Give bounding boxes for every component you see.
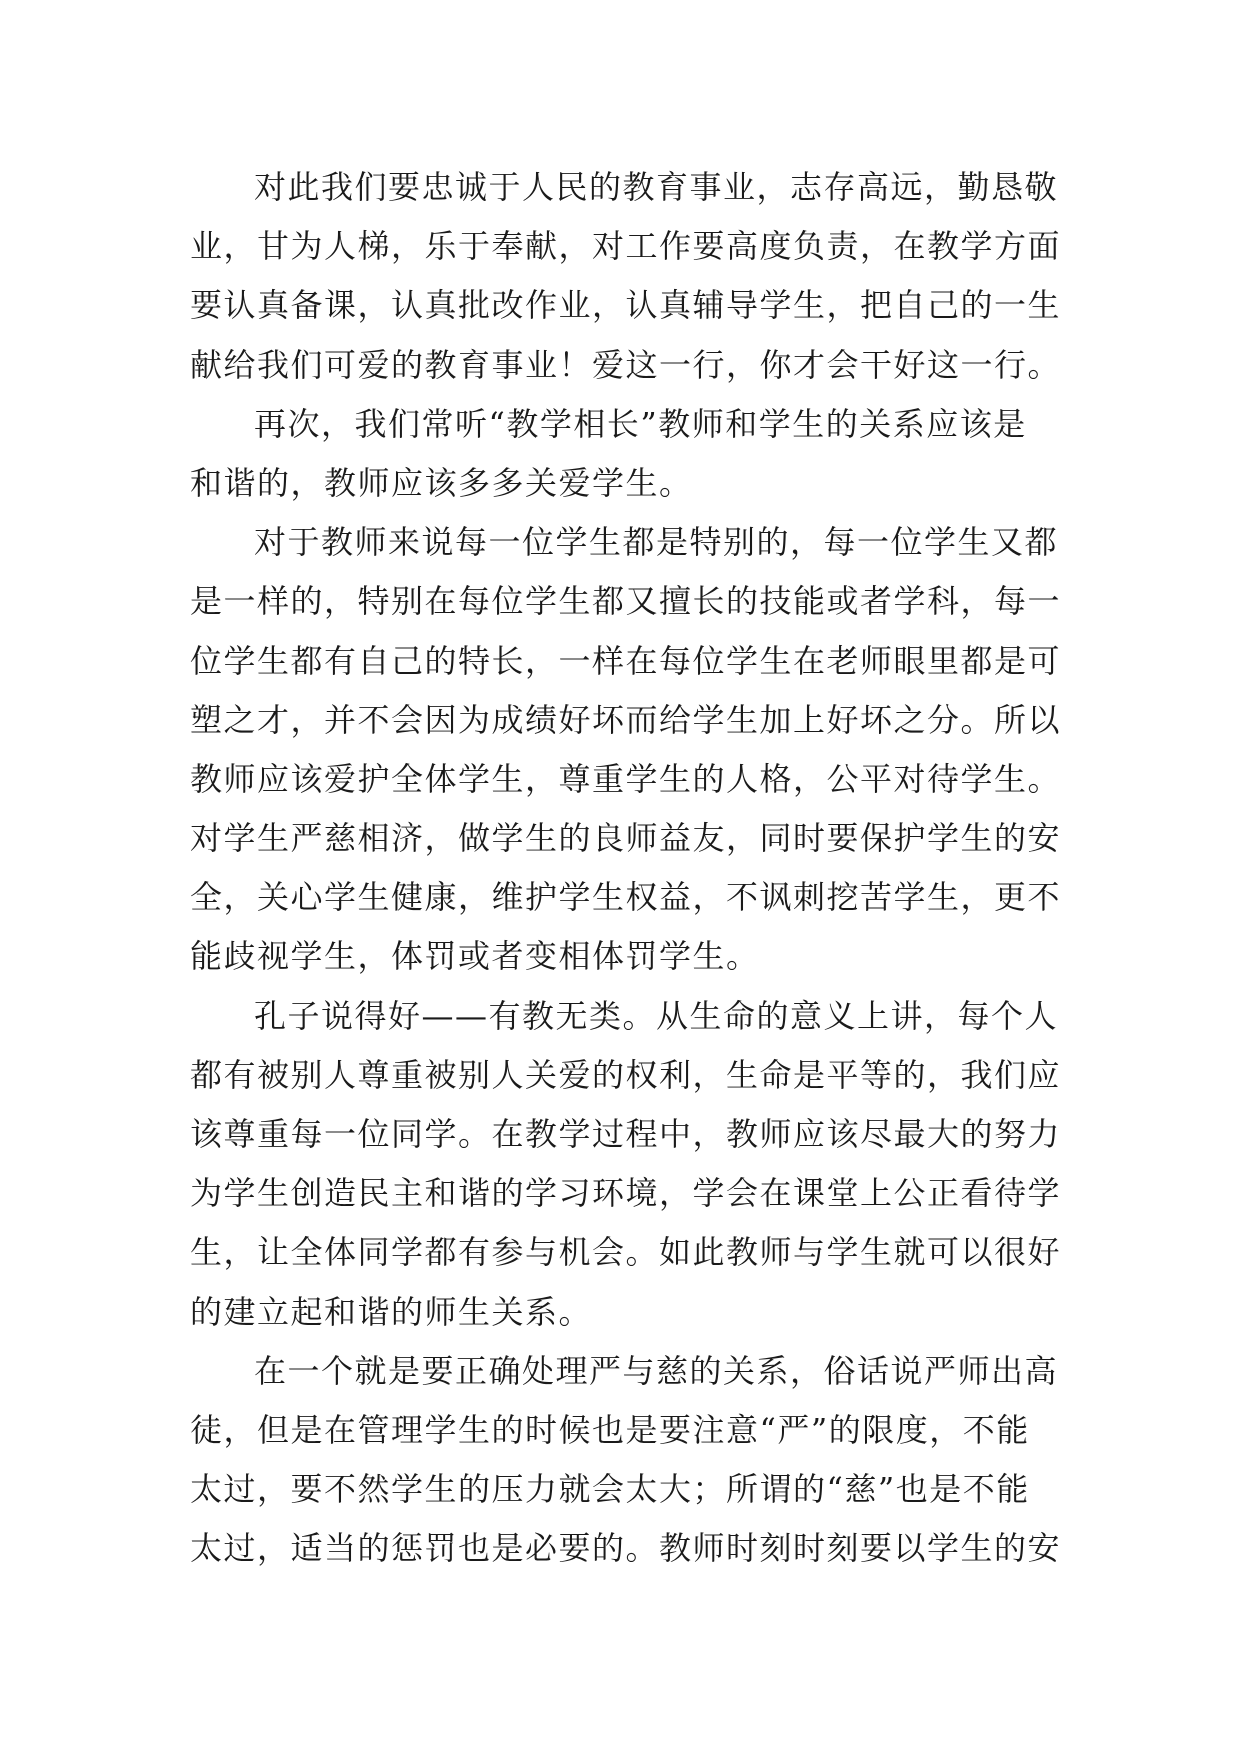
paragraph — [190, 513, 1062, 987]
text-line: 为学生创造民主和谐的学习环境，学会在课堂上公正看待学 — [190, 1174, 1062, 1213]
document-body — [190, 158, 1062, 1579]
text-line: 和谐的，教师应该多多关爱学生。 — [190, 463, 693, 502]
text-line: 徒，但是在管理学生的时候也是要注意“严”的限度，不能 — [190, 1410, 1030, 1449]
text-line: 要认真备课，认真批改作业，认真辅导学生，把自己的一生 — [190, 286, 1062, 325]
paragraph — [190, 1342, 1062, 1579]
text-line: 能歧视学生，体罚或者变相体罚学生。 — [190, 937, 760, 976]
text-line: 对学生严慈相济，做学生的良师益友，同时要保护学生的安 — [190, 819, 1062, 858]
text-line: 太过，适当的惩罚也是必要的。教师时刻时刻要以学生的安 — [190, 1529, 1062, 1568]
text-line: 是一样的，特别在每位学生都又擅长的技能或者学科，每一 — [190, 582, 1062, 621]
text-line: 孔子说得好——有教无类。从生命的意义上讲，每个人 — [254, 996, 1059, 1035]
paragraph — [190, 395, 1050, 513]
text-line: 献给我们可爱的教育事业！爱这一行，你才会干好这一行。 — [190, 345, 1062, 384]
text-line: 塑之才，并不会因为成绩好坏而给学生加上好坏之分。所以 — [190, 700, 1062, 739]
text-line: 都有被别人尊重被别人关爱的权利，生命是平等的，我们应 — [190, 1055, 1062, 1094]
text-line: 太过，要不然学生的压力就会太大；所谓的“慈”也是不能 — [190, 1470, 1030, 1509]
paragraph — [190, 158, 1062, 395]
text-line: 生，让全体同学都有参与机会。如此教师与学生就可以很好 — [190, 1233, 1062, 1272]
text-line: 的建立起和谐的师生关系。 — [190, 1292, 593, 1331]
text-line: 该尊重每一位同学。在教学过程中，教师应该尽最大的努力 — [190, 1115, 1062, 1153]
text-line: 对于教师来说每一位学生都是特别的，每一位学生又都 — [254, 523, 1059, 562]
text-line: 全，关心学生健康，维护学生权益，不讽刺挖苦学生，更不 — [190, 878, 1062, 917]
text-line: 教师应该爱护全体学生，尊重学生的人格，公平对待学生。 — [190, 759, 1062, 798]
text-line: 在一个就是要正确处理严与慈的关系，俗话说严师出高 — [254, 1351, 1059, 1390]
text-line: 再次，我们常听“教学相长”教师和学生的关系应该是 — [254, 404, 1027, 443]
text-line: 业，甘为人梯，乐于奉献，对工作要高度负责，在教学方面 — [190, 227, 1062, 266]
paragraph — [190, 987, 1062, 1342]
text-line: 位学生都有自己的特长，一样在每位学生在老师眼里都是可 — [190, 641, 1062, 680]
text-line: 对此我们要忠诚于人民的教育事业，志存高远，勤恳敬 — [254, 168, 1059, 206]
